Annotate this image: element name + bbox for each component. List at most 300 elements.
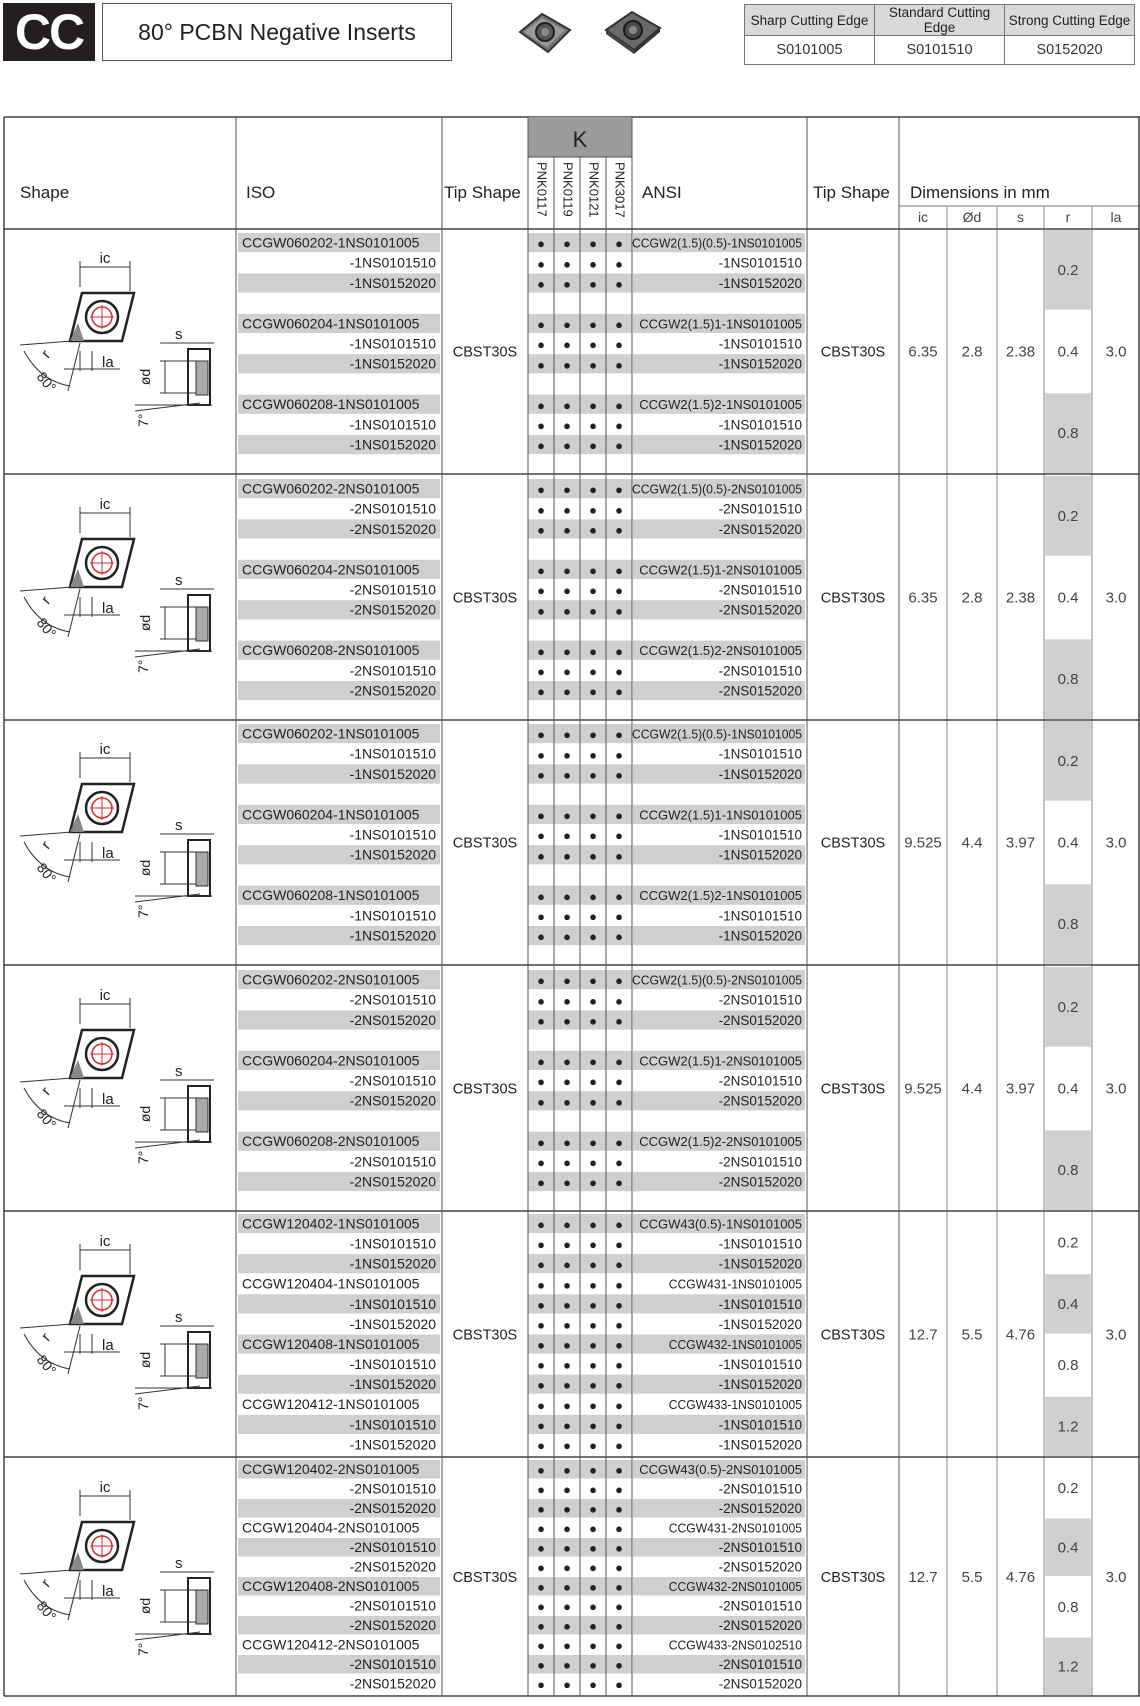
iso-code: -1NS0152020 xyxy=(349,436,436,453)
angle-leg xyxy=(20,587,72,591)
r-value: 0.4 xyxy=(1057,589,1079,607)
grade-mark: ● xyxy=(589,767,597,783)
ansi-code: -2NS0101510 xyxy=(718,1481,802,1497)
tip-shape: CBST30S xyxy=(452,1327,518,1344)
grade-mark: ● xyxy=(615,1599,623,1615)
iso-code: -1NS0101510 xyxy=(349,1356,436,1373)
grade-mark: ● xyxy=(537,908,545,924)
s-label: s xyxy=(175,1063,183,1080)
insert-diagram-3 xyxy=(20,741,214,918)
d-label: ød xyxy=(137,1105,153,1123)
insert-diagram-4 xyxy=(20,987,214,1164)
grade-mark: ● xyxy=(563,1053,571,1069)
ansi-code: CCGW2(1.5)2-2NS0101005 xyxy=(639,643,802,659)
angle-label: 80° xyxy=(33,1351,60,1379)
grade-mark: ● xyxy=(537,1377,545,1393)
iso-code: -2NS0101510 xyxy=(349,1656,436,1673)
edge-code-standard: S0101510 xyxy=(875,36,1005,65)
grade-header-pnk3017: PNK3017 xyxy=(612,162,628,218)
grade-mark: ● xyxy=(615,888,623,904)
grade-mark: ● xyxy=(589,316,597,332)
tip-shape-ansi: CBST30S xyxy=(820,590,886,607)
grade-mark: ● xyxy=(563,1297,571,1313)
iso-code: -1NS0152020 xyxy=(349,1376,436,1393)
grade-mark: ● xyxy=(615,1257,623,1273)
grade-mark: ● xyxy=(589,1462,597,1478)
r-label: r xyxy=(38,837,55,853)
r-label: r xyxy=(38,1575,55,1591)
page-title: 80° PCBN Negative Inserts xyxy=(102,3,452,61)
angle-leg-2 xyxy=(68,1572,80,1620)
col-header-tip2: Tip Shape xyxy=(813,183,890,202)
grade-mark: ● xyxy=(589,1482,597,1498)
angle-leg xyxy=(20,1570,72,1574)
iso-code: -1NS0152020 xyxy=(349,355,436,372)
ansi-code: CCGW2(1.5)2-1NS0101005 xyxy=(639,888,802,904)
grade-mark: ● xyxy=(563,603,571,619)
angle-label: 80° xyxy=(33,368,60,396)
clearance-leg xyxy=(135,1140,200,1148)
grade-mark: ● xyxy=(589,1417,597,1433)
grade-mark: ● xyxy=(589,1297,597,1313)
grade-mark: ● xyxy=(615,583,623,599)
col-header-ansi: ANSI xyxy=(642,183,682,202)
grade-mark: ● xyxy=(589,684,597,700)
grade-mark: ● xyxy=(563,1257,571,1273)
grade-mark: ● xyxy=(537,1437,545,1453)
grade-mark: ● xyxy=(615,256,623,272)
grade-mark: ● xyxy=(563,1599,571,1615)
col-header-shape: Shape xyxy=(20,183,70,202)
clearance-label: 7° xyxy=(135,1396,151,1410)
grade-mark: ● xyxy=(615,929,623,945)
grade-mark: ● xyxy=(589,929,597,945)
iso-code: CCGW120404-1NS0101005 xyxy=(242,1275,420,1292)
grade-mark: ● xyxy=(589,1317,597,1333)
ic-label: ic xyxy=(99,741,111,758)
ansi-code: -2NS0101510 xyxy=(718,501,802,517)
grade-mark: ● xyxy=(589,747,597,763)
angle-label: 80° xyxy=(33,1105,60,1133)
iso-code: CCGW060208-1NS0101005 xyxy=(242,887,420,904)
iso-code: -1NS0152020 xyxy=(349,1315,436,1332)
grade-mark: ● xyxy=(563,848,571,864)
brand-logo: CC xyxy=(3,3,95,61)
ic-label: ic xyxy=(99,987,111,1004)
col-header-dims: Dimensions in mm xyxy=(910,183,1050,202)
d-label: ød xyxy=(137,859,153,877)
grade-mark: ● xyxy=(589,888,597,904)
tip-shape-ansi: CBST30S xyxy=(820,835,886,852)
grade-mark: ● xyxy=(615,1560,623,1576)
ansi-code: -2NS0101510 xyxy=(718,1540,802,1556)
grade-mark: ● xyxy=(615,1579,623,1595)
d-label: ød xyxy=(137,368,153,386)
dim-d: 2.8 xyxy=(961,589,983,607)
grade-mark: ● xyxy=(563,1618,571,1634)
grade-mark: ● xyxy=(589,583,597,599)
grade-mark: ● xyxy=(563,1462,571,1478)
iso-code: -2NS0101510 xyxy=(349,1597,436,1614)
ansi-code: CCGW43(0.5)-2NS0101005 xyxy=(639,1462,802,1478)
grade-mark: ● xyxy=(615,522,623,538)
ic-label: ic xyxy=(99,1233,111,1250)
tip-shape-ansi: CBST30S xyxy=(820,344,886,361)
grade-mark: ● xyxy=(615,236,623,252)
grade-mark: ● xyxy=(615,438,623,454)
r-label: r xyxy=(38,346,55,362)
r-value: 0.8 xyxy=(1057,1357,1079,1375)
grade-mark: ● xyxy=(615,562,623,578)
iso-code: CCGW120404-2NS0101005 xyxy=(242,1519,420,1536)
grade-mark: ● xyxy=(537,397,545,413)
tip-shape: CBST30S xyxy=(452,835,518,852)
dim-s: 4.76 xyxy=(1005,1326,1036,1344)
r-value: 0.4 xyxy=(1057,1295,1079,1313)
grade-mark: ● xyxy=(615,1677,623,1693)
tip-shape: CBST30S xyxy=(452,1081,518,1098)
grade-mark: ● xyxy=(615,1013,623,1029)
grade-mark: ● xyxy=(563,727,571,743)
grade-mark: ● xyxy=(589,828,597,844)
angle-label: 80° xyxy=(33,614,60,642)
dim-header-1: Ød xyxy=(962,209,982,225)
grade-mark: ● xyxy=(615,1053,623,1069)
grade-mark: ● xyxy=(589,643,597,659)
clearance-label: 7° xyxy=(135,904,151,918)
grade-mark: ● xyxy=(563,357,571,373)
iso-code: -2NS0152020 xyxy=(349,1092,436,1109)
grade-mark: ● xyxy=(563,1397,571,1413)
insert-diagram-1 xyxy=(20,250,214,427)
grade-mark: ● xyxy=(537,522,545,538)
iso-code: -2NS0152020 xyxy=(349,682,436,699)
grade-mark: ● xyxy=(563,767,571,783)
dim-d: 2.8 xyxy=(961,343,983,361)
clearance-label: 7° xyxy=(135,1150,151,1164)
grade-mark: ● xyxy=(589,1357,597,1373)
grade-mark: ● xyxy=(589,1277,597,1293)
ansi-code: -1NS0152020 xyxy=(718,275,802,291)
iso-code: -2NS0152020 xyxy=(349,520,436,537)
dim-la: 3.0 xyxy=(1105,589,1127,607)
ansi-code: -2NS0101510 xyxy=(718,992,802,1008)
iso-code: -1NS0152020 xyxy=(349,1255,436,1272)
grade-mark: ● xyxy=(563,1175,571,1191)
k-header: K xyxy=(572,127,588,152)
grade-mark: ● xyxy=(615,1175,623,1191)
iso-code: -2NS0101510 xyxy=(349,1480,436,1497)
ansi-code: CCGW2(1.5)1-2NS0101005 xyxy=(639,562,802,578)
grade-mark: ● xyxy=(537,502,545,518)
grade-mark: ● xyxy=(563,807,571,823)
ansi-code: -1NS0152020 xyxy=(718,1256,802,1272)
angle-leg xyxy=(20,1324,72,1328)
iso-code: CCGW120412-2NS0101005 xyxy=(242,1636,420,1653)
grade-mark: ● xyxy=(615,663,623,679)
grade-mark: ● xyxy=(537,1094,545,1110)
grade-mark: ● xyxy=(563,562,571,578)
grade-mark: ● xyxy=(615,1501,623,1517)
grade-mark: ● xyxy=(537,1013,545,1029)
d-label: ød xyxy=(137,1597,153,1615)
grade-mark: ● xyxy=(589,1437,597,1453)
iso-code: -1NS0152020 xyxy=(349,927,436,944)
grade-mark: ● xyxy=(537,1297,545,1313)
ansi-code: -2NS0152020 xyxy=(718,1676,802,1692)
dim-header-0: ic xyxy=(917,209,929,225)
grade-mark: ● xyxy=(537,1237,545,1253)
ansi-code: CCGW2(1.5)1-1NS0101005 xyxy=(639,316,802,332)
grade-mark: ● xyxy=(615,1377,623,1393)
dim-d: 4.4 xyxy=(961,1080,983,1098)
grade-mark: ● xyxy=(589,1521,597,1537)
grade-mark: ● xyxy=(563,1134,571,1150)
grade-mark: ● xyxy=(589,502,597,518)
edge-label-strong: Strong Cutting Edge xyxy=(1005,5,1135,36)
grade-mark: ● xyxy=(537,1599,545,1615)
grade-mark: ● xyxy=(589,276,597,292)
ansi-code: CCGW2(1.5)2-1NS0101005 xyxy=(639,397,802,413)
ansi-code: CCGW432-2NS0101005 xyxy=(668,1579,802,1595)
grade-mark: ● xyxy=(615,973,623,989)
angle-leg xyxy=(20,832,72,836)
ansi-code: -1NS0152020 xyxy=(718,437,802,453)
grade-mark: ● xyxy=(563,1237,571,1253)
r-value: 0.8 xyxy=(1057,1598,1079,1616)
iso-code: -2NS0152020 xyxy=(349,601,436,618)
grade-mark: ● xyxy=(589,1094,597,1110)
grade-mark: ● xyxy=(589,1540,597,1556)
r-value: 0.2 xyxy=(1057,752,1079,770)
grade-mark: ● xyxy=(563,1013,571,1029)
grade-mark: ● xyxy=(537,1217,545,1233)
ansi-code: -1NS0101510 xyxy=(718,1236,802,1252)
grade-mark: ● xyxy=(563,438,571,454)
dim-header-2: s xyxy=(1017,209,1024,225)
r-value: 0.2 xyxy=(1057,261,1079,279)
ansi-code: CCGW433-1NS0101005 xyxy=(668,1397,802,1413)
col-header-iso: ISO xyxy=(246,183,276,202)
r-value: 0.4 xyxy=(1057,1080,1079,1098)
ansi-code: -2NS0101510 xyxy=(718,1598,802,1614)
d-label: ød xyxy=(137,614,153,632)
grade-mark: ● xyxy=(563,417,571,433)
dim-s: 2.38 xyxy=(1005,589,1036,607)
grade-mark: ● xyxy=(615,357,623,373)
grade-mark: ● xyxy=(563,502,571,518)
insert-diagram-6 xyxy=(20,1479,214,1656)
grade-mark: ● xyxy=(563,337,571,353)
grade-mark: ● xyxy=(563,1337,571,1353)
grade-mark: ● xyxy=(563,236,571,252)
ic-label: ic xyxy=(99,496,111,513)
grade-mark: ● xyxy=(537,1053,545,1069)
ansi-code: -2NS0101510 xyxy=(718,1657,802,1673)
edge-code-strong: S0152020 xyxy=(1005,36,1135,65)
r-value: 0.2 xyxy=(1057,507,1079,525)
angle-label: 80° xyxy=(33,1597,60,1625)
grade-mark: ● xyxy=(589,397,597,413)
grade-mark: ● xyxy=(615,1074,623,1090)
grade-mark: ● xyxy=(589,1677,597,1693)
clearance-label: 7° xyxy=(135,659,151,673)
grade-mark: ● xyxy=(615,747,623,763)
dim-ic: 6.35 xyxy=(908,589,938,607)
clearance-leg xyxy=(135,403,200,411)
grade-mark: ● xyxy=(563,643,571,659)
la-label: la xyxy=(102,1091,114,1108)
insert-diagram-2 xyxy=(20,496,214,673)
grade-mark: ● xyxy=(615,397,623,413)
iso-code: CCGW120402-2NS0101005 xyxy=(242,1461,420,1478)
ansi-code: CCGW433-2NS0102510 xyxy=(668,1637,802,1653)
tip-shape: CBST30S xyxy=(452,590,518,607)
grade-mark: ● xyxy=(589,417,597,433)
grade-mark: ● xyxy=(563,1357,571,1373)
grade-mark: ● xyxy=(537,1357,545,1373)
insert-side-hole xyxy=(196,1098,208,1132)
dim-header-3: r xyxy=(1065,209,1071,225)
ansi-code: -2NS0101510 xyxy=(718,1073,802,1089)
grade-mark: ● xyxy=(589,562,597,578)
iso-code: -1NS0101510 xyxy=(349,907,436,924)
grade-mark: ● xyxy=(537,583,545,599)
iso-code: CCGW060202-2NS0101005 xyxy=(242,971,420,988)
grade-mark: ● xyxy=(615,1657,623,1673)
grade-mark: ● xyxy=(615,316,623,332)
iso-code: CCGW060208-2NS0101005 xyxy=(242,642,420,659)
grade-mark: ● xyxy=(589,1657,597,1673)
grade-header-pnk0117: PNK0117 xyxy=(534,162,550,217)
grade-mark: ● xyxy=(537,767,545,783)
grade-mark: ● xyxy=(589,256,597,272)
ansi-code: -2NS0101510 xyxy=(718,582,802,598)
iso-code: -2NS0152020 xyxy=(349,1675,436,1692)
grade-mark: ● xyxy=(563,1377,571,1393)
grade-mark: ● xyxy=(615,603,623,619)
ansi-code: CCGW43(0.5)-1NS0101005 xyxy=(639,1216,802,1232)
iso-code: -1NS0101510 xyxy=(349,1235,436,1252)
grade-mark: ● xyxy=(537,1638,545,1654)
insert-side-hole xyxy=(196,852,208,886)
iso-code: -1NS0101510 xyxy=(349,254,436,271)
grade-mark: ● xyxy=(537,643,545,659)
ansi-code: -2NS0101510 xyxy=(718,663,802,679)
iso-code: CCGW060204-1NS0101005 xyxy=(242,806,420,823)
ansi-code: -1NS0101510 xyxy=(718,908,802,924)
iso-code: -2NS0152020 xyxy=(349,1617,436,1634)
iso-code: CCGW060204-2NS0101005 xyxy=(242,1052,420,1069)
grade-mark: ● xyxy=(589,727,597,743)
grade-mark: ● xyxy=(563,316,571,332)
grade-mark: ● xyxy=(589,1074,597,1090)
dim-s: 3.97 xyxy=(1005,834,1036,852)
r-value: 0.4 xyxy=(1057,1539,1079,1557)
iso-code: -1NS0101510 xyxy=(349,416,436,433)
grade-header-pnk0119: PNK0119 xyxy=(560,162,576,217)
iso-code: CCGW120408-1NS0101005 xyxy=(242,1335,420,1352)
ansi-code: CCGW2(1.5)(0.5)-2NS0101005 xyxy=(632,481,802,497)
grade-mark: ● xyxy=(537,993,545,1009)
grade-mark: ● xyxy=(537,316,545,332)
iso-code: -2NS0101510 xyxy=(349,500,436,517)
grade-mark: ● xyxy=(615,1154,623,1170)
r-value: 0.4 xyxy=(1057,343,1079,361)
grade-mark: ● xyxy=(563,1317,571,1333)
grade-mark: ● xyxy=(589,848,597,864)
grade-mark: ● xyxy=(589,1618,597,1634)
ansi-code: -1NS0152020 xyxy=(718,1377,802,1393)
grade-mark: ● xyxy=(563,1579,571,1595)
iso-code: -2NS0101510 xyxy=(349,581,436,598)
ansi-code: -2NS0101510 xyxy=(718,1154,802,1170)
ansi-code: CCGW432-1NS0101005 xyxy=(668,1336,802,1352)
ansi-code: CCGW431-2NS0101005 xyxy=(668,1520,802,1536)
r-label: r xyxy=(38,1329,55,1345)
grade-mark: ● xyxy=(589,1501,597,1517)
grade-mark: ● xyxy=(615,1482,623,1498)
grade-mark: ● xyxy=(615,1618,623,1634)
grade-mark: ● xyxy=(563,1417,571,1433)
grade-mark: ● xyxy=(615,1521,623,1537)
dim-ic: 6.35 xyxy=(908,343,938,361)
dim-header-4: la xyxy=(1110,209,1122,225)
iso-code: -1NS0152020 xyxy=(349,274,436,291)
grade-mark: ● xyxy=(589,1599,597,1615)
tip-shape: CBST30S xyxy=(452,1570,518,1586)
s-label: s xyxy=(175,1555,183,1572)
grade-mark: ● xyxy=(563,663,571,679)
grade-mark: ● xyxy=(615,1462,623,1478)
grade-mark: ● xyxy=(537,337,545,353)
grade-mark: ● xyxy=(615,1237,623,1253)
grade-mark: ● xyxy=(615,828,623,844)
r-value: 0.2 xyxy=(1057,1479,1079,1497)
grade-mark: ● xyxy=(589,236,597,252)
dim-d: 4.4 xyxy=(961,834,983,852)
grade-mark: ● xyxy=(537,1462,545,1478)
dim-s: 4.76 xyxy=(1005,1569,1036,1586)
r-label: r xyxy=(38,592,55,608)
la-label: la xyxy=(102,600,114,617)
r-value: 1.2 xyxy=(1057,1418,1079,1436)
iso-code: CCGW060208-2NS0101005 xyxy=(242,1133,420,1150)
grade-mark: ● xyxy=(615,1417,623,1433)
grade-mark: ● xyxy=(615,1357,623,1373)
grade-mark: ● xyxy=(563,1074,571,1090)
iso-code: CCGW060202-1NS0101005 xyxy=(242,234,420,251)
iso-code: -2NS0101510 xyxy=(349,1539,436,1556)
grade-mark: ● xyxy=(615,993,623,1009)
grade-mark: ● xyxy=(537,1618,545,1634)
iso-code: -2NS0152020 xyxy=(349,1500,436,1517)
la-label: la xyxy=(102,354,114,371)
grade-mark: ● xyxy=(589,603,597,619)
grade-mark: ● xyxy=(615,417,623,433)
ansi-code: -1NS0101510 xyxy=(718,827,802,843)
ansi-code: CCGW2(1.5)2-2NS0101005 xyxy=(639,1134,802,1150)
iso-code: -1NS0101510 xyxy=(349,1416,436,1433)
ansi-code: -1NS0152020 xyxy=(718,928,802,944)
iso-code: CCGW120408-2NS0101005 xyxy=(242,1578,420,1595)
col-header-tip: Tip Shape xyxy=(444,183,521,202)
iso-code: -2NS0152020 xyxy=(349,1173,436,1190)
iso-code: -1NS0152020 xyxy=(349,765,436,782)
dim-s: 3.97 xyxy=(1005,1080,1036,1098)
la-label: la xyxy=(102,1337,114,1354)
grade-mark: ● xyxy=(615,807,623,823)
